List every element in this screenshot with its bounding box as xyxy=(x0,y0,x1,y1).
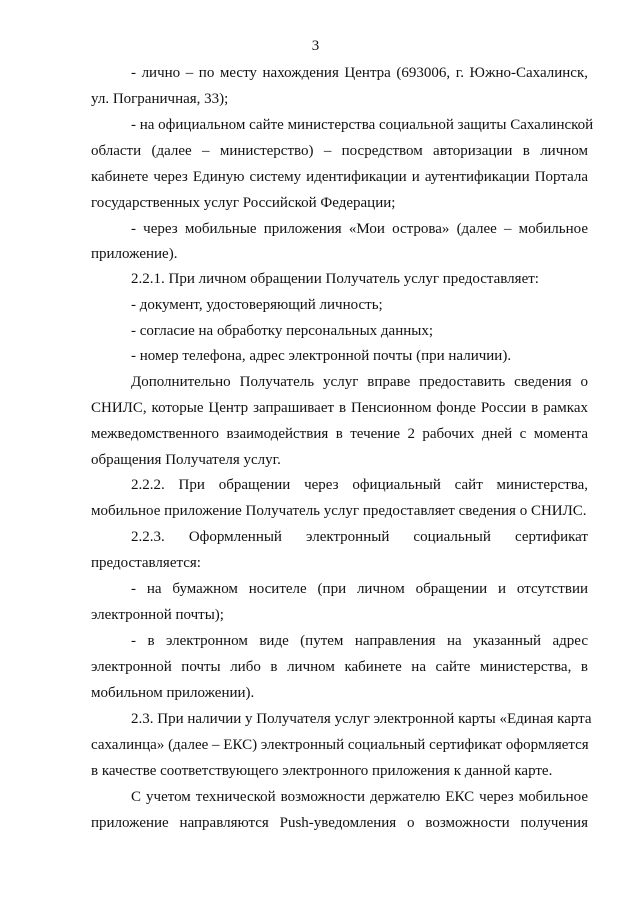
text-line: - номер телефона, адрес электронной почты (при наличии). xyxy=(131,348,512,364)
text-line: - документ, удостоверяющий личность; xyxy=(131,297,383,313)
page-number: 3 xyxy=(311,38,320,54)
text-line: 2.2.2. При обращении через официальный сайт министерства, xyxy=(131,477,588,493)
text-line: 2.2.3. Оформленный электронный социальный сертификат xyxy=(131,529,588,545)
text-line: С учетом технической возможности держателю ЕКС через мобильное xyxy=(131,789,588,805)
text-line: сахалинца» (далее – ЕКС) электронный социальный сертификат оформляется xyxy=(91,737,589,753)
text-line: ул. Пограничная, 33); xyxy=(91,91,229,107)
text-line: Дополнительно Получатель услуг вправе предоставить сведения о xyxy=(131,374,588,390)
text-line: межведомственного взаимодействия в течение 2 рабочих дней с момента xyxy=(91,426,588,442)
text-line: предоставляется: xyxy=(91,555,201,571)
text-line: мобильном приложении). xyxy=(91,685,255,701)
text-line: электронной почты либо в личном кабинете на сайте министерства, в xyxy=(91,659,588,675)
text-line: СНИЛС, которые Центр запрашивает в Пенсионном фонде России в рамках xyxy=(91,400,588,416)
text-line: 2.2.1. При личном обращении Получатель услуг предоставляет: xyxy=(131,271,539,287)
text-line: - на официальном сайте министерства социальной защиты Сахалинской xyxy=(131,117,594,133)
text-line: государственных услуг Российской Федерации; xyxy=(91,195,396,211)
text-line: области (далее – министерство) – посредством авторизации в личном xyxy=(91,143,588,159)
text-line: - на бумажном носителе (при личном обращении и отсутствии xyxy=(131,581,588,597)
text-line: кабинете через Единую систему идентификации и аутентификации Портала xyxy=(91,169,588,185)
text-line: электронной почты); xyxy=(91,607,224,623)
text-line: 2.3. При наличии у Получателя услуг электронной карты «Единая карта xyxy=(131,711,592,727)
text-line: - согласие на обработку персональных данных; xyxy=(131,323,433,339)
text-line: - в электронном виде (путем направления на указанный адрес xyxy=(131,633,588,649)
text-line: приложение направляются Push-уведомления о возможности получения xyxy=(91,815,588,831)
text-line: - через мобильные приложения «Мои острова» (далее – мобильное xyxy=(131,221,588,237)
text-line: обращения Получателя услуг. xyxy=(91,452,281,468)
text-line: - лично – по месту нахождения Центра (693006, г. Южно-Сахалинск, xyxy=(131,65,588,81)
text-line: мобильное приложение Получатель услуг предоставляет сведения о СНИЛС. xyxy=(91,503,587,519)
text-line: приложение). xyxy=(91,246,178,262)
text-line: в качестве соответствующего электронного приложения к данной карте. xyxy=(91,763,553,779)
